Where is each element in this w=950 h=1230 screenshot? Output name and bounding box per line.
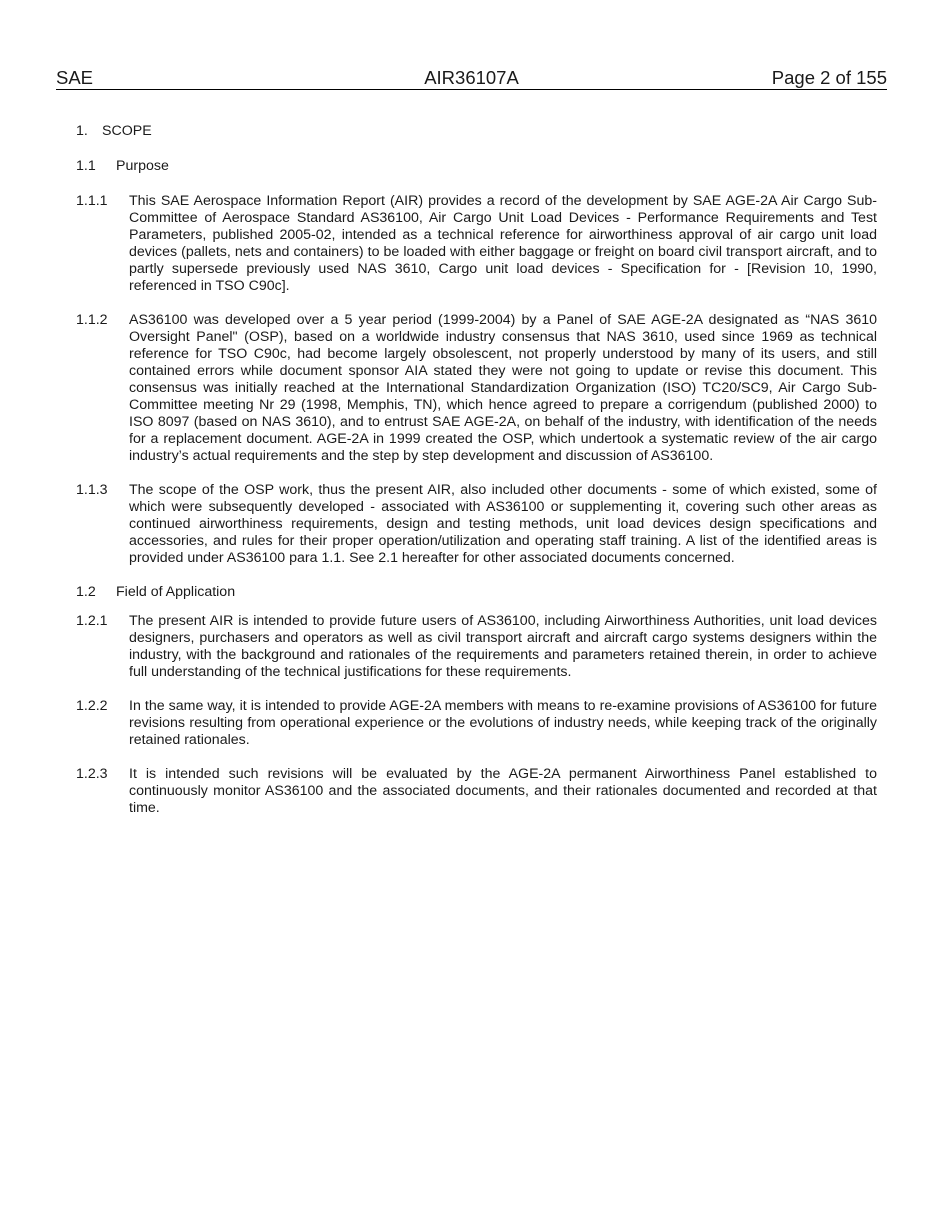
paragraph-number: 1.2.2 xyxy=(76,698,108,714)
section-heading-purpose xyxy=(76,158,877,175)
paragraph-1-1-2 xyxy=(76,312,877,465)
paragraph-text: It is intended such revisions will be evaluated by the AGE-2A permanent Airworthiness Panel established to continuously monitor AS36100 and the associated documents, and their rationales documented and recorded at that time. xyxy=(129,766,877,816)
paragraph-1-1-3 xyxy=(76,482,877,567)
document-body xyxy=(76,121,877,817)
section-number: 1.2 xyxy=(76,584,96,600)
header-page-number: Page 2 of 155 xyxy=(771,67,887,88)
paragraph-1-1-1 xyxy=(76,193,877,295)
paragraph-number: 1.2.1 xyxy=(76,613,108,629)
header-document-number: AIR36107A xyxy=(424,67,519,88)
paragraph-text: The scope of the OSP work, thus the present AIR, also included other documents - some of which existed, some of which were subsequently developed - associated with AS36100 or supplementing it, covering such other areas as continued airworthiness requirements, design and testing methods, unit load devices design specifications and accessories, and rules for their proper operation/utilization and operating staff training. A list of the identified areas is provided under AS36100 para 1.1. See 2.1 hereafter for other associated documents concerned. xyxy=(129,482,877,566)
paragraph-text: AS36100 was developed over a 5 year period (1999-2004) by a Panel of SAE AGE-2A designated as “NAS 3610 Oversight Panel" (OSP), based on a worldwide industry consensus that NAS 3610, used since 1969 as technical reference for TSO C90c, had become largely obsolescent, not properly understood by many of its users, and still contained errors while document sponsor AIA stated they were not going to update or revise this document. This consensus was initially reached at the International Standardization Organization (ISO) TC20/SC9, Air Cargo Sub-Committee meeting Nr 29 (1998, Memphis, TN), which hence agreed to prepare a corrigendum (published 2000) to ISO 8097 (based on NAS 3610), and to entrust SAE AGE-2A, on behalf of the industry, with identification of the needs for a replacement document. AGE-2A in 1999 created the OSP, which undertook a systematic review of the air cargo industry’s actual requirements and the step by step development and discussion of AS36100. xyxy=(129,312,877,464)
paragraph-number: 1.1.2 xyxy=(76,312,108,328)
section-number: 1. xyxy=(76,123,88,139)
section-heading-scope xyxy=(76,123,877,140)
section-heading-field-of-application xyxy=(76,584,877,601)
paragraph-number: 1.1.3 xyxy=(76,482,108,498)
section-title: Field of Application xyxy=(116,584,236,600)
paragraph-1-2-2 xyxy=(76,698,877,749)
paragraph-text: The present AIR is intended to provide future users of AS36100, including Airworthiness Authorities, unit load devices designers, purchasers and operators as well as civil transport aircraft and aircraft cargo systems designers within the industry, with the background and rationales of the requirements and parameters retained therein, in order to achieve full understanding of the technical justifications for these requirements. xyxy=(129,613,877,680)
paragraph-1-2-1 xyxy=(76,613,877,681)
paragraph-number: 1.2.3 xyxy=(76,766,108,782)
header-organization: SAE xyxy=(56,67,94,88)
section-number: 1.1 xyxy=(76,158,96,174)
section-title: SCOPE xyxy=(102,123,152,139)
paragraph-text: In the same way, it is intended to provide AGE-2A members with means to re-examine provisions of AS36100 for future revisions resulting from operational experience or the evolutions of industry needs, while keeping track of the originally retained rationales. xyxy=(129,698,877,748)
paragraph-text: This SAE Aerospace Information Report (AIR) provides a record of the development by SAE AGE-2A Air Cargo Sub-Committee of Aerospace Standard AS36100, Air Cargo Unit Load Devices - Performance Requirements and Test Parameters, published 2005-02, intended as a technical reference for airworthiness approval of air cargo unit load devices (pallets, nets and containers) to be loaded with either baggage or freight on board civil transport aircraft, and to partly supersede previously used NAS 3610, Cargo unit load devices - Specification for - [Revision 10, 1990, referenced in TSO C90c]. xyxy=(129,193,877,294)
page-header xyxy=(56,66,887,90)
paragraph-number: 1.1.1 xyxy=(76,193,108,209)
section-title: Purpose xyxy=(116,158,169,174)
paragraph-1-2-3 xyxy=(76,766,877,817)
